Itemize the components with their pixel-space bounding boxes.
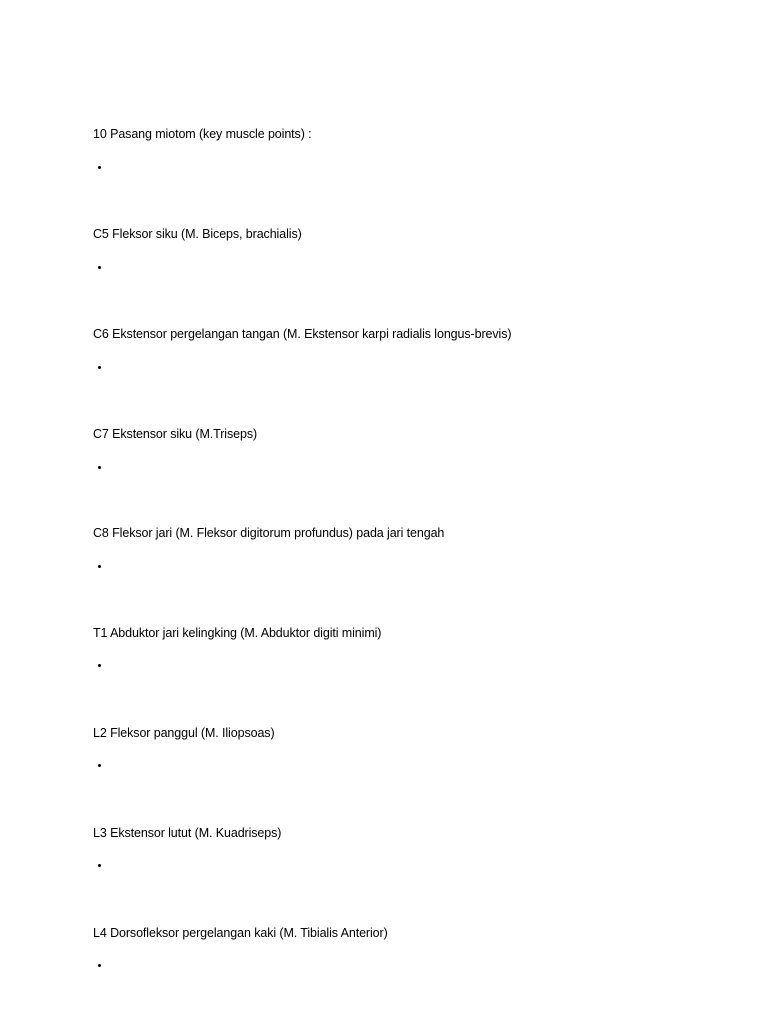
list-item: C7 Ekstensor siku (M.Triseps) — [93, 427, 258, 441]
list-item: C8 Fleksor jari (M. Fleksor digitorum profundus) pada jari tengah — [93, 526, 445, 540]
list-item: T1 Abduktor jari kelingking (M. Abduktor digiti minimi) — [93, 626, 382, 640]
bullet-icon — [98, 166, 101, 169]
list-item: L2 Fleksor panggul (M. Iliopsoas) — [93, 726, 275, 740]
list-item: C5 Fleksor siku (M. Biceps, brachialis) — [93, 227, 302, 241]
bullet-icon — [98, 664, 101, 667]
bullet-icon — [98, 964, 101, 967]
bullet-icon — [98, 266, 101, 269]
bullet-icon — [98, 366, 101, 369]
list-item: L4 Dorsofleksor pergelangan kaki (M. Tibialis Anterior) — [93, 926, 388, 940]
bullet-icon — [98, 864, 101, 867]
bullet-icon — [98, 466, 101, 469]
list-item: C6 Ekstensor pergelangan tangan (M. Ekstensor karpi radialis longus-brevis) — [93, 327, 512, 341]
document-heading: 10 Pasang miotom (key muscle points) : — [93, 127, 312, 141]
list-item: L3 Ekstensor lutut (M. Kuadriseps) — [93, 826, 282, 840]
bullet-icon — [98, 764, 101, 767]
bullet-icon — [98, 565, 101, 568]
